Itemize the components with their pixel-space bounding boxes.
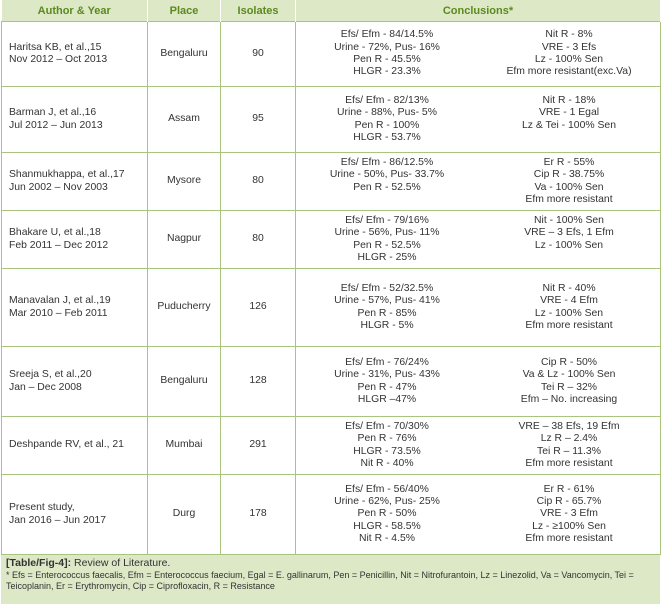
- conclusions-left-column: [296, 157, 478, 206]
- conclusion-line: Efs/ Efm - 76/24%: [345, 356, 429, 368]
- author-year-line: Sreeja S, et al.,20: [9, 369, 92, 381]
- conclusion-line: Efm more resistant: [525, 193, 613, 205]
- conclusions-right-column: [478, 283, 660, 332]
- conclusion-line: Efs/ Efm - 56/40%: [345, 483, 429, 495]
- conclusions-left-column: [296, 484, 478, 545]
- isolates-cell: 90: [221, 22, 296, 87]
- conclusion-line: HLGR - 25%: [357, 251, 417, 263]
- conclusions-cell: [296, 153, 661, 211]
- conclusion-line: HLGR - 23.3%: [353, 66, 421, 78]
- conclusion-line: Nit R - 8%: [545, 29, 593, 41]
- conclusion-line: Efm more resistant(exc.Va): [506, 66, 632, 78]
- conclusion-line: Urine - 31%, Pus- 43%: [334, 369, 440, 381]
- conclusion-line: VRE – 3 Efs, 1 Efm: [524, 227, 614, 239]
- conclusions-cell: [296, 22, 661, 87]
- conclusion-line: Nit R - 18%: [542, 94, 596, 106]
- conclusion-line: VRE - 4 Efm: [540, 295, 598, 307]
- author-year-cell: [2, 347, 148, 417]
- conclusion-line: Nit R - 4.5%: [358, 532, 415, 544]
- conclusion-line: Efm more resistant: [525, 532, 613, 544]
- conclusion-line: Pen R - 50%: [357, 508, 417, 520]
- author-year-line: Nov 2012 – Oct 2013: [9, 54, 108, 65]
- author-year-cell: [2, 475, 148, 555]
- conclusion-line: Urine - 62%, Pus- 25%: [334, 496, 440, 508]
- table-row: [2, 211, 661, 269]
- header-conclusions: Conclusions*: [296, 0, 661, 22]
- conclusion-line: VRE - 3 Efs: [541, 41, 597, 53]
- conclusion-line: Tei R – 32%: [540, 381, 598, 393]
- conclusion-line: Lz - 100% Sen: [534, 54, 604, 65]
- author-year-line: Bhakare U, et al.,18: [9, 227, 101, 239]
- place-cell: Mumbai: [148, 417, 221, 475]
- isolates-cell: 291: [221, 417, 296, 475]
- conclusion-line: HLGR - 73.5%: [353, 445, 421, 457]
- table-caption: [1, 555, 660, 604]
- table-header-row: [2, 0, 661, 22]
- conclusions-right-column: [478, 29, 660, 78]
- caption-label: [Table/Fig-4]:: [6, 557, 72, 569]
- conclusions-right-column: [478, 95, 660, 144]
- conclusion-line: Cip R - 38.75%: [533, 169, 605, 181]
- place-cell: Bengaluru: [148, 22, 221, 87]
- conclusion-line: HLGR - 58.5%: [353, 520, 421, 532]
- author-year-cell: [2, 153, 148, 211]
- conclusion-line: Nit R - 40%: [542, 282, 596, 294]
- conclusion-line: Urine - 57%, Pus- 41%: [334, 295, 440, 307]
- conclusion-line: Urine - 88%, Pus- 5%: [337, 107, 437, 119]
- conclusion-line: HLGR - 53.7%: [353, 131, 421, 143]
- author-year-line: Jan – Dec 2008: [9, 381, 82, 393]
- table-row: [2, 475, 661, 555]
- conclusion-line: Pen R - 52.5%: [353, 181, 421, 193]
- conclusion-line: Cip R - 65.7%: [536, 496, 602, 508]
- conclusions-right-column: [478, 157, 660, 206]
- conclusion-line: Lz - 100% Sen: [534, 239, 604, 251]
- conclusions-right-column: [478, 357, 660, 406]
- isolates-cell: 80: [221, 153, 296, 211]
- author-year-line: Jul 2012 – Jun 2013: [9, 119, 103, 131]
- isolates-cell: 128: [221, 347, 296, 417]
- author-year-line: Jan 2016 – Jun 2017: [9, 514, 107, 526]
- conclusions-cell: [296, 269, 661, 347]
- author-year-line: Feb 2011 – Dec 2012: [9, 239, 109, 251]
- header-isolates: Isolates: [221, 0, 296, 22]
- conclusion-line: Efs/ Efm - 84/14.5%: [340, 29, 434, 41]
- conclusion-line: Efm more resistant: [525, 319, 613, 331]
- conclusions-left-column: [296, 29, 478, 78]
- table-row: [2, 153, 661, 211]
- conclusion-line: HLGR –47%: [357, 393, 417, 405]
- conclusions-left-column: [296, 95, 478, 144]
- author-year-line: Shanmukhappa, et al.,17: [9, 169, 125, 181]
- table-row: [2, 269, 661, 347]
- conclusion-line: Pen R - 100%: [354, 119, 420, 131]
- isolates-cell: 126: [221, 269, 296, 347]
- conclusions-left-column: [296, 357, 478, 406]
- conclusions-cell: [296, 475, 661, 555]
- conclusions-right-column: [478, 421, 660, 470]
- author-year-cell: [2, 87, 148, 153]
- caption-title-line: [6, 557, 656, 570]
- conclusion-line: Pen R - 45.5%: [353, 54, 421, 65]
- conclusion-line: Va - 100% Sen: [534, 181, 604, 193]
- conclusions-cell: [296, 87, 661, 153]
- author-year-cell: [2, 417, 148, 475]
- caption-abbreviations-line: Teicoplanin, Er = Erythromycin, Cip = Ciprofloxacin, R = Resistance: [6, 580, 275, 591]
- conclusion-line: Lz - 100% Sen: [534, 307, 604, 319]
- conclusion-line: Nit - 100% Sen: [534, 214, 604, 226]
- conclusions-left-column: [296, 421, 478, 470]
- author-year-line: Deshpande RV, et al., 21: [9, 439, 124, 451]
- conclusion-line: Urine - 72%, Pus- 16%: [334, 41, 440, 53]
- place-cell: Mysore: [148, 153, 221, 211]
- conclusion-line: Tei R – 11.3%: [537, 445, 601, 457]
- conclusion-line: Lz R – 2.4%: [540, 433, 598, 445]
- conclusions-left-column: [296, 215, 478, 264]
- conclusions-right-column: [478, 215, 660, 264]
- place-cell: Durg: [148, 475, 221, 555]
- conclusions-cell: [296, 417, 661, 475]
- isolates-cell: 80: [221, 211, 296, 269]
- conclusion-line: Efm – No. increasing: [520, 393, 618, 405]
- conclusion-line: VRE - 3 Efm: [540, 508, 598, 520]
- conclusion-line: Efs/ Efm - 86/12.5%: [340, 156, 434, 168]
- author-year-line: Present study,: [9, 502, 75, 514]
- place-cell: Bengaluru: [148, 347, 221, 417]
- conclusion-line: Nit R - 40%: [360, 457, 414, 469]
- header-author-year: Author & Year: [2, 0, 148, 22]
- conclusion-line: Pen R - 47%: [357, 381, 417, 393]
- author-year-line: Manavalan J, et al.,19: [9, 295, 111, 307]
- conclusion-line: Er R - 61%: [543, 483, 595, 495]
- conclusion-line: Urine - 50%, Pus- 33.7%: [329, 169, 445, 181]
- conclusion-line: Lz - ≥100% Sen: [532, 520, 606, 532]
- author-year-line: Jun 2002 – Nov 2003: [9, 181, 108, 193]
- header-place: Place: [148, 0, 221, 22]
- author-year-line: Mar 2010 – Feb 2011: [9, 307, 108, 319]
- conclusion-line: Efs/ Efm - 52/32.5%: [340, 282, 434, 294]
- conclusions-cell: [296, 211, 661, 269]
- conclusion-line: Pen R - 52.5%: [353, 239, 421, 251]
- caption-title: Review of Literature.: [71, 557, 171, 569]
- conclusion-line: Efs/ Efm - 82/13%: [345, 94, 429, 106]
- place-cell: Nagpur: [148, 211, 221, 269]
- conclusion-line: Urine - 56%, Pus- 11%: [334, 227, 440, 239]
- caption-abbreviations-line: * Efs = Enterococcus faecalis, Efm = Enterococcus faecium, Egal = E. gallinarum, Pen = Penicillin, Nit = Nitrofurantoin, Lz = Linezolid, Va = Vancomycin, Tei =: [6, 570, 634, 580]
- conclusion-line: Efs/ Efm - 79/16%: [345, 214, 429, 226]
- conclusions-right-column: [478, 484, 660, 545]
- conclusion-line: Efs/ Efm - 70/30%: [345, 420, 429, 432]
- conclusion-line: Lz & Tei - 100% Sen: [522, 119, 616, 131]
- author-year-cell: [2, 269, 148, 347]
- conclusions-left-column: [296, 283, 478, 332]
- author-year-cell: [2, 211, 148, 269]
- table-body: [2, 22, 661, 555]
- table-row: [2, 347, 661, 417]
- conclusion-line: Cip R - 50%: [540, 356, 597, 368]
- table-row: [2, 22, 661, 87]
- author-year-line: Barman J, et al.,16: [9, 107, 97, 119]
- conclusion-line: VRE – 38 Efs, 19 Efm: [518, 420, 620, 432]
- isolates-cell: 95: [221, 87, 296, 153]
- conclusion-line: Pen R - 85%: [357, 307, 417, 319]
- conclusions-cell: [296, 347, 661, 417]
- author-year-cell: [2, 22, 148, 87]
- place-cell: Assam: [148, 87, 221, 153]
- conclusion-line: Er R - 55%: [543, 156, 595, 168]
- conclusion-line: VRE - 1 Egal: [538, 107, 600, 119]
- table-row: [2, 417, 661, 475]
- author-year-line: Haritsa KB, et al.,15: [9, 41, 102, 53]
- conclusion-line: Efm more resistant: [525, 457, 613, 469]
- table-row: [2, 87, 661, 153]
- literature-review-table: [1, 0, 661, 555]
- conclusion-line: Pen R - 76%: [357, 433, 417, 445]
- place-cell: Puducherry: [148, 269, 221, 347]
- isolates-cell: 178: [221, 475, 296, 555]
- conclusion-line: HLGR - 5%: [360, 319, 414, 331]
- conclusion-line: Va & Lz - 100% Sen: [522, 369, 616, 381]
